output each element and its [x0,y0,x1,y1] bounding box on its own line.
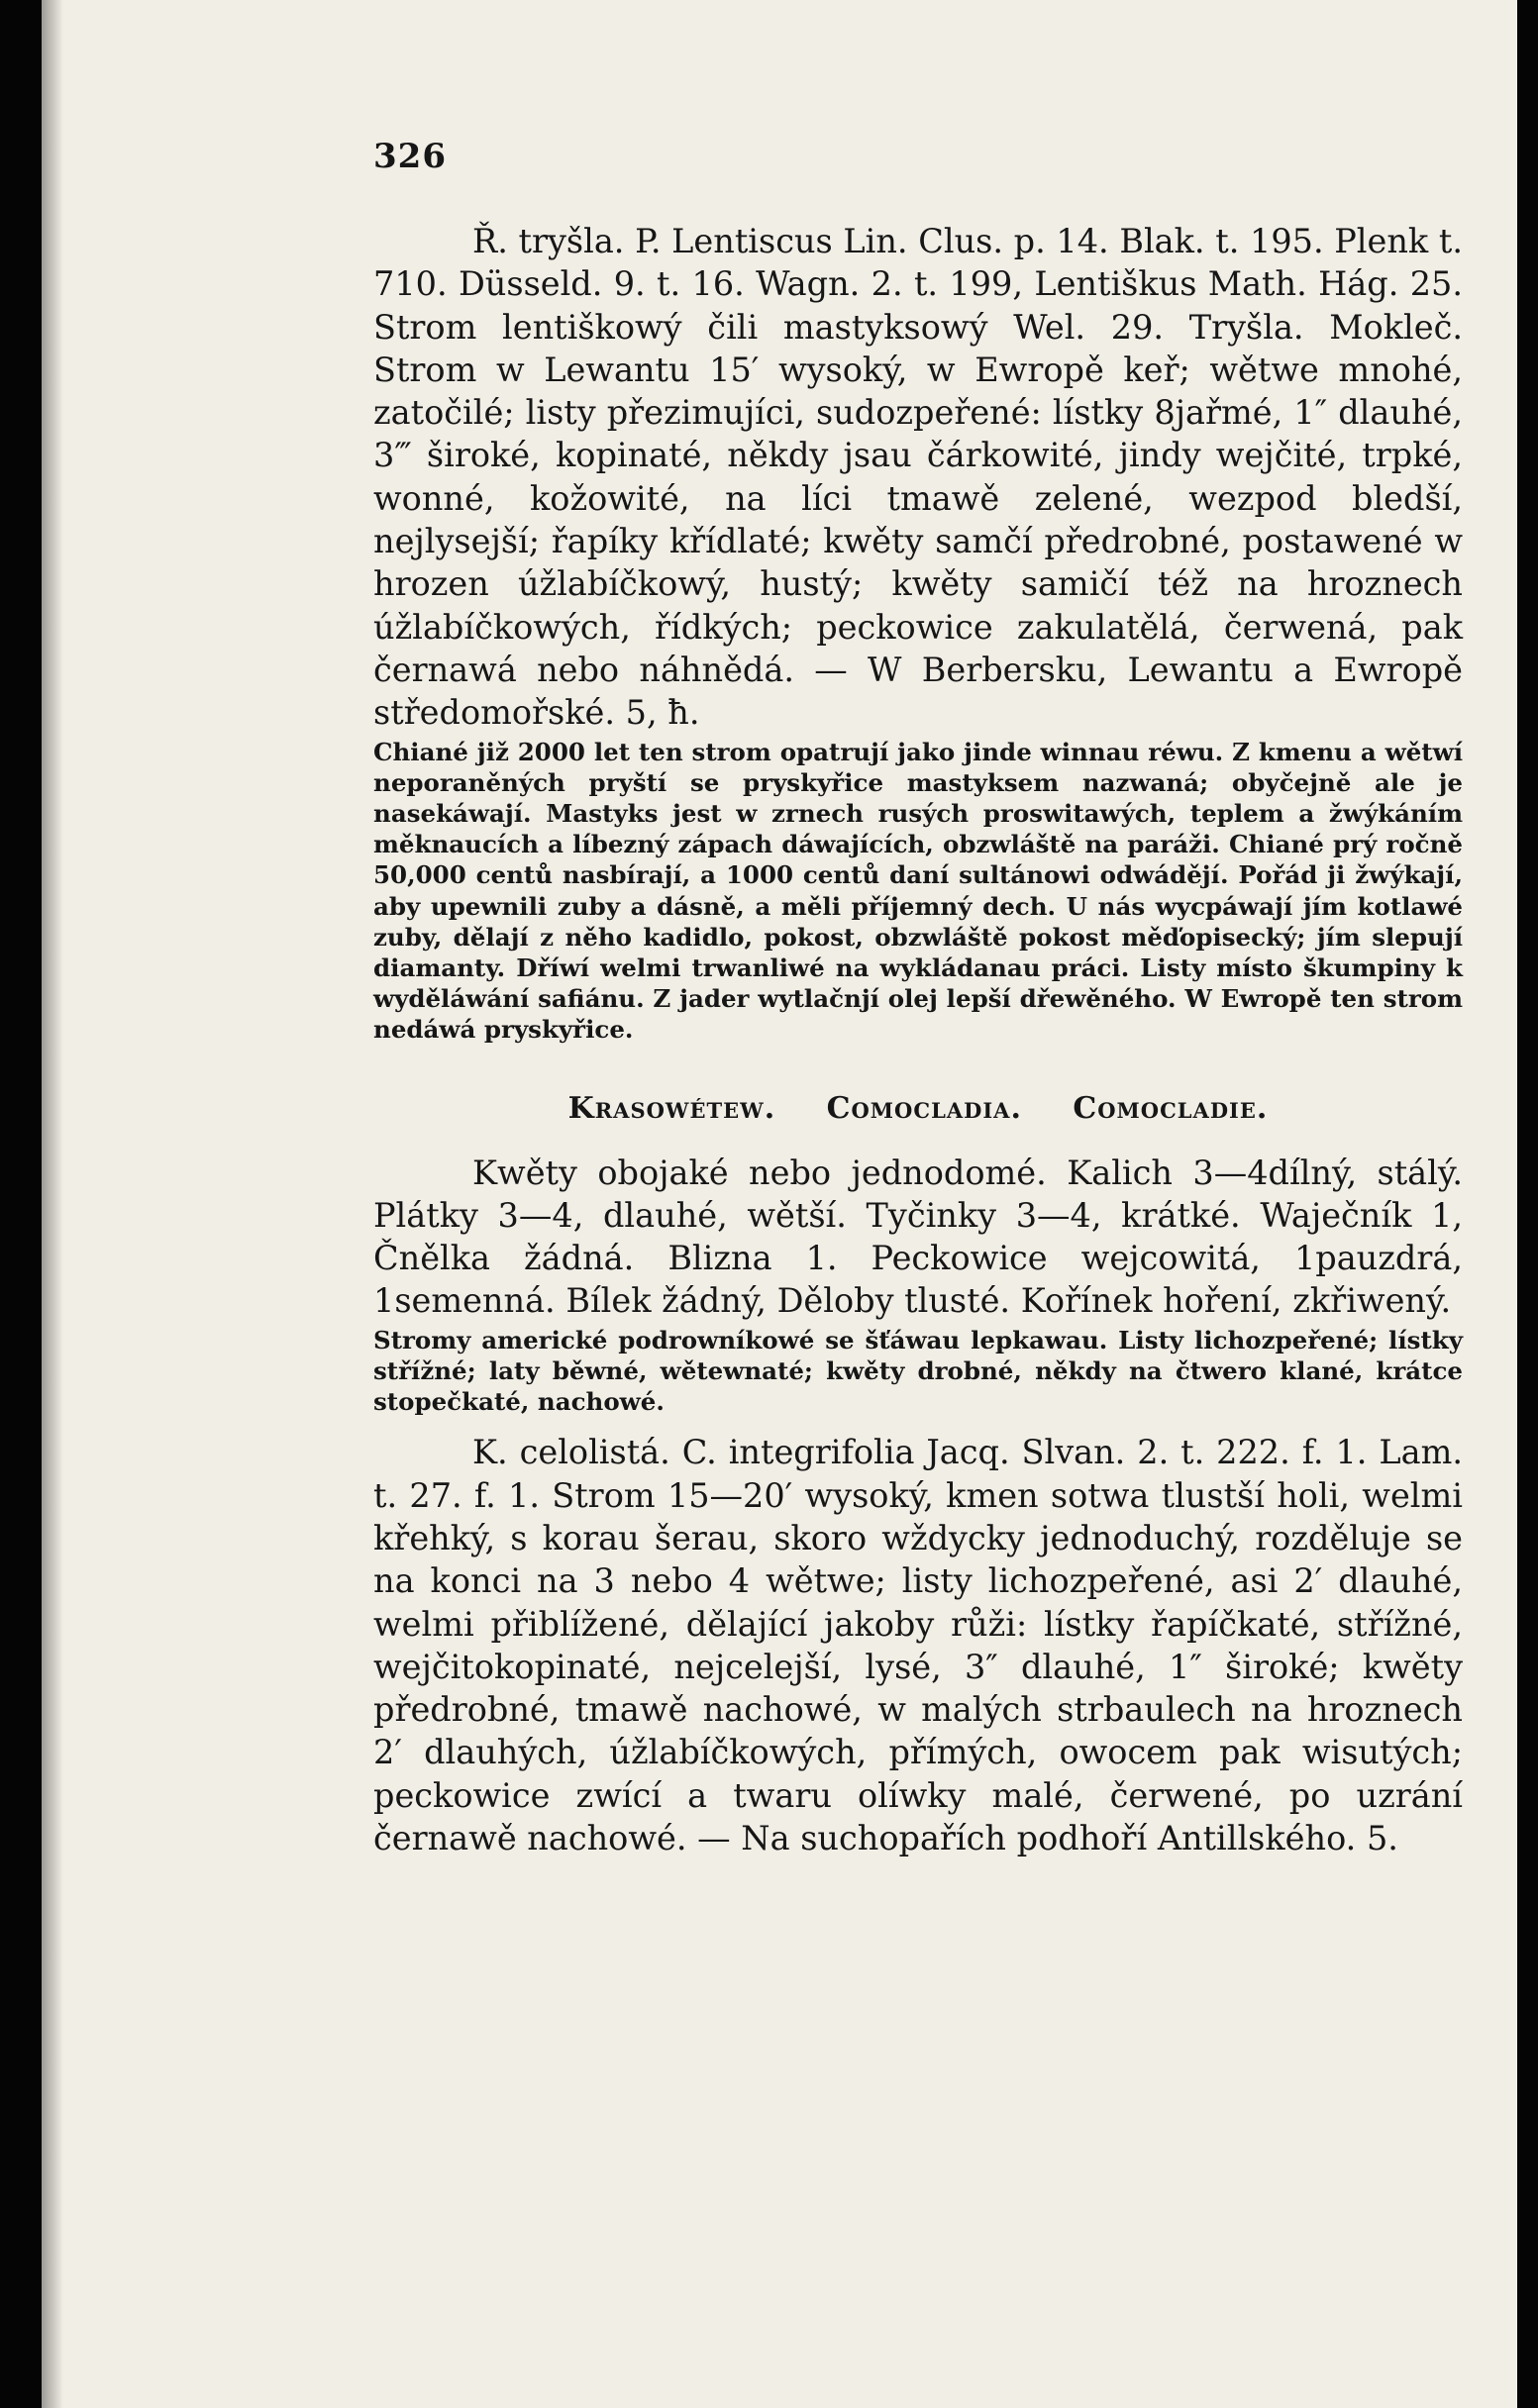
genus-description: Kwěty obojaké nebo jednodomé. Kalich 3—4dílný, stálý. Plátky 3—4, dlauhé, wětší. Tyčinky 3—4, krátké. Waječník 1, Čnělka žádná. Blizna 1. Peckowice wejcowitá, 1pauzdrá, 1semenná. Bílek žádný, Děloby tlusté. Kořínek hoření, zkřiwený. [373,1153,1463,1321]
genus-heading-czech: Krasowétew. [567,1090,776,1126]
species-entry-celolista: K. celolistá. C. integrifolia Jacq. Slvan. 2. t. 222. f. 1. Lam. t. 27. f. 1. Strom 15—20′ wysoký, kmen sotwa tlustší holi, welmi křehký, s korau šerau, skoro wždycky jednoduchý, rozděluje se na konci na 3 nebo 4 wětwe; listy lichozpeřené, asi 2′ dlauhé, welmi přiblížené, dělající jakoby růži: lístky řapíčkaté, střížné, wejčitokopinaté, nejcelejší, lysé, 3″ dlauhé, 1″ široké; kwěty předrobné, tmawě nachowé, w malých strbaulech na hroznech 2′ dlauhých, úžlabíčkowých, přímých, owocem pak wisutých; peckowice zwící a twaru olíwky malé, čerwené, po uzrání černawě nachowé. — Na suchopařích podhoří Antillského. 5. [373,1433,1463,1858]
genus-heading-latin: Comocladia. [826,1090,1022,1126]
genus-note: Stromy americké podrowníkowé se šťáwau lepkawau. Listy lichozpeřené; lístky střížné; laty běwné, wětewnaté; kwěty drobné, někdy na čtwero klané, krátce stopečkaté, nachowé. [373,1325,1463,1417]
genus-heading-alt: Comocladie. [1073,1090,1269,1126]
species-note-trysla: Chiané již 2000 let ten strom opatrují jako jinde winnau réwu. Z kmenu a wětwí neporaněných pryští se pryskyřice mastyksem nazwaná; obyčejně ale je nasekáwají. Mastyks jest w zrnech rusých proswitawých, teplem a žwýkáním měknaucích a líbezný zápach dáwajících, obzwláště na paráži. Chiané prý ročně 50,000 centů nasbírají, a 1000 centů daní sultánowi odwádějí. Pořád ji žwýkají, aby upewnili zuby a dásně, a měli příjemný dech. U nás wycpáwají jím kotlawé zuby, dělají z něho kadidlo, pokost, obzwláště pokost měďopisecký; jím slepují diamanty. Dříwí welmi trwanliwé na wykládanau práci. Listy místo škumpiny k wyděláwání safiánu. Z jader wytlačnjí olej lepší dřewěného. W Ewropě ten strom nedáwá pryskyřice. [373,737,1463,1045]
book-page [42,0,1517,2408]
page-edge-shadow [42,0,63,2408]
genus-heading [373,1091,1463,1126]
species-entry-trysla: Ř. tryšla. P. Lentiscus Lin. Clus. p. 14. Blak. t. 195. Plenk t. 710. Düsseld. 9. t. 16. Wagn. 2. t. 199, Lentiškus Math. Hág. 25. Strom lentiškowý čili mastyksowý Wel. 29. Tryšla. Mokleč. Strom w Lewantu 15′ wysoký, w Ewropě keř; wětwe mnohé, zatočilé; listy přezimujíci, sudozpeřené: lístky 8jařmé, 1″ dlauhé, 3‴ široké, kopinaté, někdy jsau čárkowité, jindy wejčité, trpké, wonné, kožowité, na líci tmawě zelené, wezpod bledší, nejlysejší; řapíky křídlaté; kwěty samčí předrobné, postawené w hrozen úžlabíčkowý, hustý; kwěty samičí též na hroznech úžlabíčkowých, řídkých; peckowice zakulatělá, čerwená, pak černawá nebo náhnědá. — W Berbersku, Lewantu a Ewropě středomořské. 5, ħ. [373,222,1463,733]
page-number: 326 [373,137,447,176]
page-content [373,137,1463,1859]
